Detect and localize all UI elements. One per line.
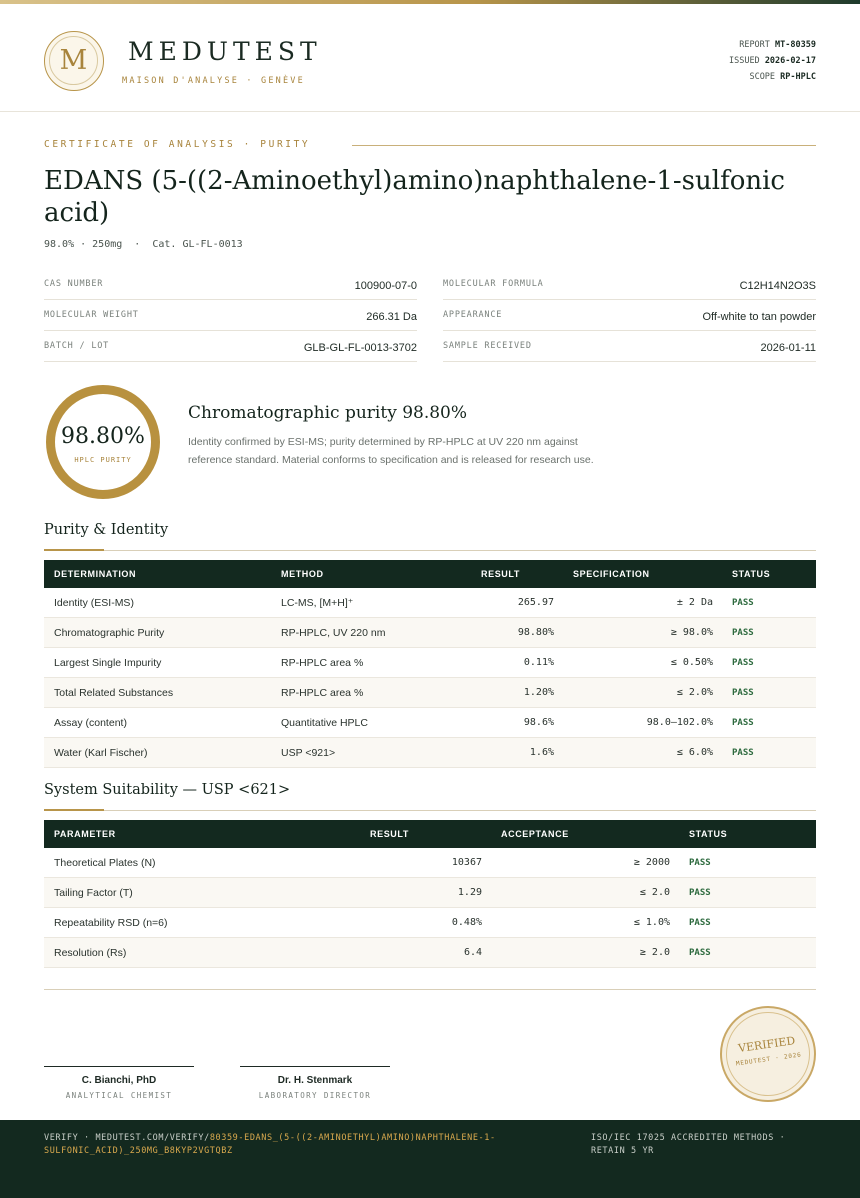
column-header: DETERMINATION (54, 569, 137, 579)
table-row (44, 738, 816, 768)
table-header (44, 560, 816, 588)
cell-parameter: Tailing Factor (T) (54, 887, 133, 899)
table-row (44, 708, 816, 738)
cell-specification: ≤ 2.0% (676, 687, 713, 698)
signature-block-chemist (44, 1066, 194, 1100)
property-label: CAS NUMBER (44, 279, 104, 289)
column-header: STATUS (732, 569, 771, 579)
scope-value: RP-HPLC (780, 72, 816, 82)
status-badge: PASS (732, 718, 754, 728)
scope-label: SCOPE (749, 72, 776, 82)
cell-acceptance: ≥ 2000 (633, 857, 670, 868)
cell-determination: Assay (content) (54, 717, 127, 729)
status-badge: PASS (732, 598, 754, 608)
table-row (44, 648, 816, 678)
property-formula (443, 269, 816, 300)
table-row (44, 938, 816, 968)
column-header: ACCEPTANCE (501, 829, 569, 839)
property-value: C12H14N2O3S (739, 280, 816, 292)
section-accent (44, 809, 104, 811)
table-row (44, 908, 816, 938)
property-label: APPEARANCE (443, 310, 503, 320)
table-row (44, 848, 816, 878)
purity-description: Identity confirmed by ESI-MS; purity determined by RP-HPLC at UV 220 nm against reference standard. Material conforms to specification and is released for research use. (188, 436, 594, 466)
cell-result: 10367 (451, 857, 482, 868)
cell-method: RP-HPLC area % (281, 687, 364, 699)
cell-specification: ≤ 6.0% (676, 747, 713, 758)
brand-name: MEDUTEST (128, 37, 322, 66)
cell-specification: ≥ 98.0% (670, 627, 713, 638)
cell-acceptance: ≤ 2.0 (639, 887, 670, 898)
status-badge: PASS (689, 858, 711, 868)
verified-stamp (714, 1000, 822, 1108)
report-number: MT-80359 (775, 40, 816, 50)
stamp-subtext: MEDUTEST · 2026 (735, 1051, 803, 1068)
property-appearance (443, 300, 816, 331)
property-value: 266.31 Da (366, 311, 417, 323)
purity-heading: Chromatographic purity 98.80% (188, 403, 468, 423)
status-badge: PASS (689, 888, 711, 898)
cell-acceptance: ≥ 2.0 (639, 947, 670, 958)
status-badge: PASS (732, 628, 754, 638)
table-row (44, 678, 816, 708)
column-header: METHOD (281, 569, 324, 579)
table-header (44, 820, 816, 848)
cell-method: RP-HPLC, UV 220 nm (281, 627, 386, 639)
cell-method: Quantitative HPLC (281, 717, 368, 729)
page-footer (0, 1120, 860, 1198)
signature-role: ANALYTICAL CHEMIST (65, 1091, 173, 1100)
table-row (44, 878, 816, 908)
column-header: STATUS (689, 829, 728, 839)
cell-specification: ± 2 Da (676, 597, 713, 608)
section-title-suitability: System Suitability — USP <621> (44, 782, 291, 798)
page-header (0, 4, 860, 112)
cell-result: 98.80% (517, 627, 554, 638)
signature-name: C. Bianchi, PhD (81, 1075, 157, 1086)
cell-method: LC-MS, [M+H]⁺ (281, 597, 354, 609)
table-row (44, 618, 816, 648)
property-value: 2026-01-11 (760, 342, 816, 354)
cell-result: 98.6% (523, 717, 554, 728)
logo-letter: M (59, 45, 88, 76)
verify-link[interactable] (44, 1132, 544, 1158)
status-badge: PASS (732, 748, 754, 758)
cell-result: 0.11% (523, 657, 554, 668)
property-batch (44, 331, 417, 362)
column-header: PARAMETER (54, 829, 116, 839)
issued-label: ISSUED (728, 56, 760, 66)
cell-result: 265.97 (517, 597, 554, 608)
property-label: BATCH / LOT (44, 341, 110, 351)
document-kicker: CERTIFICATE OF ANALYSIS · PURITY (44, 139, 311, 150)
cell-determination: Chromatographic Purity (54, 627, 165, 639)
purity-value: 98.80% (61, 424, 145, 449)
property-weight (44, 300, 417, 331)
cell-determination: Largest Single Impurity (54, 657, 162, 669)
cell-parameter: Resolution (Rs) (54, 947, 127, 959)
column-header: RESULT (370, 829, 409, 839)
purity-label: HPLC PURITY (74, 456, 132, 464)
column-header: SPECIFICATION (573, 569, 650, 579)
signature-name: Dr. H. Stenmark (277, 1075, 353, 1086)
status-badge: PASS (732, 688, 754, 698)
cell-specification: 98.0–102.0% (646, 717, 713, 728)
cell-determination: Total Related Substances (54, 687, 174, 699)
cell-result: 6.4 (463, 947, 482, 958)
cell-acceptance: ≤ 1.0% (633, 917, 670, 928)
table-row (44, 588, 816, 618)
product-subtitle: 98.0% · 250mg · Cat. GL-FL-0013 (44, 239, 243, 250)
section-accent (44, 549, 104, 551)
section-title-identity: Purity & Identity (44, 522, 169, 538)
column-header: RESULT (481, 569, 520, 579)
property-label: SAMPLE RECEIVED (443, 341, 532, 351)
status-badge: PASS (689, 948, 711, 958)
cell-parameter: Repeatability RSD (n=6) (54, 917, 168, 929)
cell-determination: Identity (ESI-MS) (54, 597, 134, 609)
brand-tagline: MAISON D'ANALYSE · GENÈVE (122, 76, 305, 86)
logo-emblem (44, 31, 104, 91)
property-value: GLB-GL-FL-0013-3702 (303, 342, 417, 354)
cell-method: USP <921> (281, 747, 336, 759)
cell-parameter: Theoretical Plates (N) (54, 857, 156, 869)
cell-specification: ≤ 0.50% (670, 657, 713, 668)
section-rule (44, 550, 816, 551)
property-received (443, 331, 816, 362)
purity-ring (46, 385, 160, 499)
kicker-divider (352, 145, 816, 146)
cell-result: 0.48% (451, 917, 482, 928)
cell-result: 1.29 (457, 887, 482, 898)
accreditation-note: ISO/IEC 17025 ACCREDITED METHODS · RETAIN 5 YR (591, 1133, 786, 1156)
status-badge: PASS (689, 918, 711, 928)
report-meta (729, 37, 816, 85)
section-rule (44, 810, 816, 811)
property-label: MOLECULAR WEIGHT (44, 310, 139, 320)
property-cas (44, 269, 417, 300)
signature-role: LABORATORY DIRECTOR (258, 1091, 372, 1100)
property-value: 100900-07-0 (354, 280, 417, 292)
signature-block-director (240, 1066, 390, 1100)
content-end-rule (44, 989, 816, 990)
stamp-word: VERIFIED (737, 1034, 797, 1056)
property-label: MOLECULAR FORMULA (443, 279, 544, 289)
page-title: EDANS (5-((2-Aminoethyl)amino)naphthalene-1-sulfonic acid) (44, 166, 785, 228)
property-value: Off-white to tan powder (702, 311, 816, 323)
status-badge: PASS (732, 658, 754, 668)
cell-result: 1.6% (529, 747, 554, 758)
report-label: REPORT (739, 40, 770, 50)
cell-method: RP-HPLC area % (281, 657, 364, 669)
verify-code: 80359-EDANS_(5-((2-AMINOETHYL)AMINO)NAPHTHALENE-1-SULFONIC_ACID)_250MG_B8KYP2VGTQBZ (44, 1133, 496, 1156)
issued-date: 2026-02-17 (764, 56, 816, 66)
cell-determination: Water (Karl Fischer) (54, 747, 148, 759)
verify-prefix: VERIFY · MEDUTEST.COM/VERIFY/ (44, 1133, 210, 1143)
cell-result: 1.20% (523, 687, 554, 698)
